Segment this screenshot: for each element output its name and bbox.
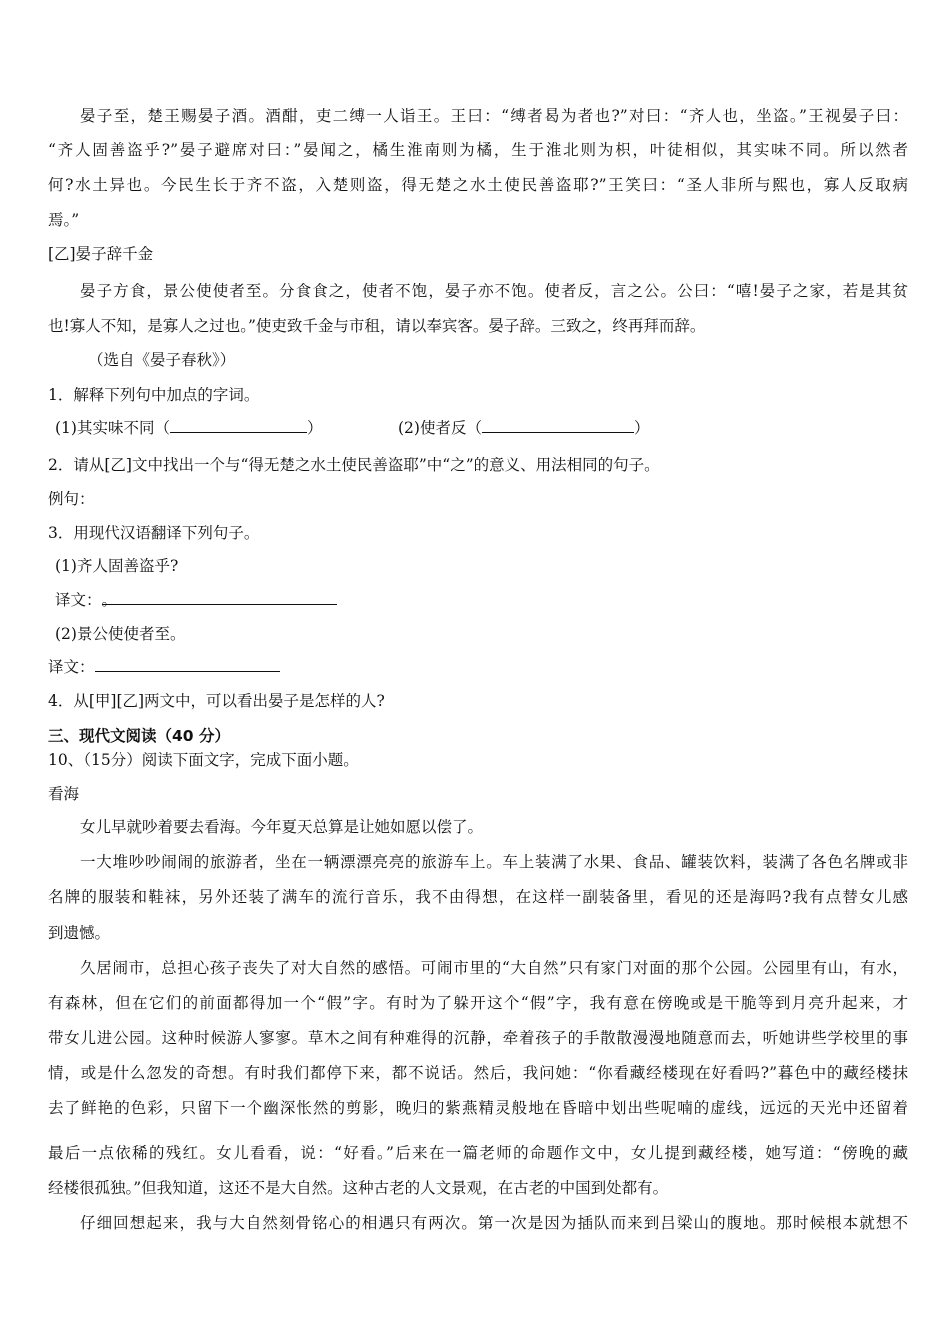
example-label: 例句： [48, 490, 95, 508]
question-1-item-2: (2)使者反（ ） [398, 419, 650, 437]
translation-line-2: 译文： [48, 657, 908, 677]
answer-blank[interactable]: 。 [102, 590, 337, 605]
question-2: 2．请从[乙]文中找出一个与“得无楚之水土使民善盗耶”中“之”的意义、用法相同的句子。 [48, 456, 660, 474]
text-line: “齐人固善盗乎?”晏子避席对曰：”晏闻之，橘生淮南则为橘，生于淮北则为枳，叶徒相似，其实味不同。所以然者 [48, 141, 908, 159]
answer-blank[interactable] [170, 418, 307, 433]
text-line: 久居闹市，总担心孩子丧失了对大自然的感悟。可闹市里的“大自然”只有家门对面的那个公园。公园里有山，有水， [80, 959, 908, 977]
text-line: 经楼很孤独。”但我知道，这还不是大自然。这种古老的人文景观，在古老的中国到处都有。 [48, 1179, 669, 1197]
text-line: 名牌的服装和鞋袜，另外还装了满车的流行音乐，我不由得想，在这样一副装备里，看见的还是海吗?我有点替女儿感 [48, 888, 908, 906]
text-line: 有森林，但在它们的前面都得加一个“假”字。有时为了躲开这个“假”字，我有意在傍晚或是干脆等到月亮升起来，才 [48, 994, 908, 1012]
text-line: 最后一点依稀的残红。女儿看看，说：“好看。”后来在一篇老师的命题作文中，女儿提到藏经楼，她写道：“傍晚的藏 [48, 1144, 908, 1162]
answer-blank[interactable] [95, 657, 280, 672]
question-3-item-2: (2)景公使使者至。 [55, 625, 186, 643]
text-line: 何?水土异也。今民生长于齐不盗，入楚则盗，得无楚之水土使民善盗耶?”王笑曰：“圣人非所与熙也，寡人反取病 [48, 176, 908, 194]
question-1: 1．解释下列句中加点的字词。 [48, 386, 260, 404]
question-10: 10、（15分）阅读下面文字，完成下面小题。 [48, 751, 359, 769]
text-line: 到遗憾。 [48, 924, 111, 942]
text-line: 情，或是什么忽发的奇想。有时我们都停下来，都不说话。然后，我问她：“你看藏经楼现在好看吗?”暮色中的藏经楼抹 [48, 1064, 908, 1082]
text-line: 去了鲜艳的色彩，只留下一个幽深怅然的剪影，晚归的紫燕精灵般地在昏暗中划出些呢喃的虚线，远远的天光中还留着 [48, 1099, 908, 1117]
passage-title: 看海 [48, 785, 80, 803]
section-title: [乙]晏子辞千金 [48, 245, 154, 263]
text-line: 女儿早就吵着要去看海。今年夏天总算是让她如愿以偿了。 [80, 818, 484, 836]
text-line: 带女儿进公园。这种时候游人寥寥。草木之间有种难得的沉静，牵着孩子的手散散漫漫地随意而去，听她讲些学校里的事 [48, 1029, 908, 1047]
source-note: （选自《晏子春秋》） [88, 351, 236, 369]
text-line: 一大堆吵吵闹闹的旅游者，坐在一辆漂漂亮亮的旅游车上。车上装满了水果、食品、罐装饮料，装满了各色名牌或非 [80, 853, 908, 871]
text-line: 晏子方食，景公使使者至。分食食之，使者不饱，晏子亦不饱。使者反，言之公。公曰：“嘻!晏子之家，若是其贫 [80, 282, 908, 300]
text-line: 晏子至，楚王赐晏子酒。酒酣，吏二缚一人诣王。王曰：“缚者曷为者也?”对曰：“齐人也，坐盗。”王视晏子曰： [80, 107, 908, 125]
question-3: 3．用现代汉语翻译下列句子。 [48, 524, 260, 542]
question-3-item-1: (1)齐人固善盗乎? [55, 557, 179, 575]
translation-line-1: 译文：。 [55, 590, 908, 610]
text-line: 也!寡人不知，是寡人之过也。”使吏致千金与市租，请以奉宾客。晏子辞。三致之，终再拜而辞。 [48, 317, 706, 335]
section-heading: 三、现代文阅读（40 分） [48, 727, 230, 745]
text-line: 仔细回想起来，我与大自然刻骨铭心的相遇只有两次。第一次是因为插队而来到吕梁山的腹地。那时候根本就想不 [80, 1214, 908, 1232]
text-line: 焉。” [48, 211, 80, 229]
question-4: 4．从[甲][乙]两文中，可以看出晏子是怎样的人? [48, 692, 385, 710]
answer-blank[interactable] [482, 418, 634, 433]
question-1-item-1: (1)其实味不同（ ） [55, 419, 323, 437]
